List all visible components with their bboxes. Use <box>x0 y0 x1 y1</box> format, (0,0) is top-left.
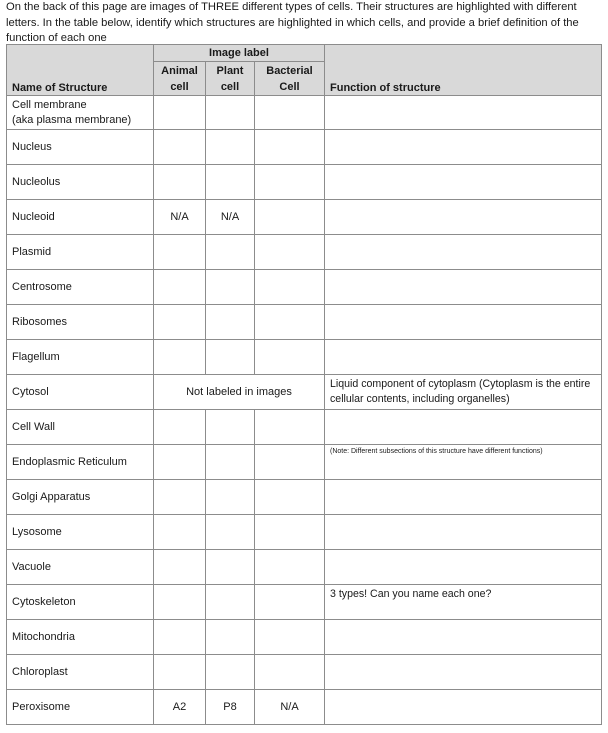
bacterial-cell-answer[interactable] <box>255 235 325 270</box>
structure-name: Cytosol <box>7 375 154 410</box>
function-answer[interactable] <box>325 165 602 200</box>
plant-cell-answer[interactable] <box>206 655 255 690</box>
plant-cell-answer[interactable] <box>206 340 255 375</box>
not-labeled-note: Not labeled in images <box>154 375 325 410</box>
bacterial-cell-answer[interactable] <box>255 305 325 340</box>
animal-cell-answer[interactable] <box>154 585 206 620</box>
animal-cell-answer[interactable] <box>154 235 206 270</box>
bacterial-cell-answer[interactable] <box>255 270 325 305</box>
function-answer[interactable] <box>325 340 602 375</box>
plant-cell-answer[interactable] <box>206 96 255 130</box>
bacterial-cell-answer[interactable] <box>255 550 325 585</box>
bacterial-cell-answer[interactable] <box>255 340 325 375</box>
bacterial-cell-answer[interactable] <box>255 445 325 480</box>
animal-cell-answer[interactable] <box>154 550 206 585</box>
table-row <box>7 235 602 270</box>
function-answer[interactable] <box>325 200 602 235</box>
function-answer[interactable] <box>325 480 602 515</box>
bacterial-cell-answer[interactable] <box>255 515 325 550</box>
bacterial-cell-answer[interactable] <box>255 620 325 655</box>
structure-name: Golgi Apparatus <box>7 480 154 515</box>
plant-cell-answer[interactable] <box>206 165 255 200</box>
function-answer[interactable] <box>325 305 602 340</box>
table-row <box>7 620 602 655</box>
bacterial-cell-answer[interactable] <box>255 200 325 235</box>
structure-name: Flagellum <box>7 340 154 375</box>
structure-name: Cell Wall <box>7 410 154 445</box>
structure-name: Nucleolus <box>7 165 154 200</box>
structure-name: Ribosomes <box>7 305 154 340</box>
function-header: Function of structure <box>325 45 602 96</box>
function-answer[interactable] <box>325 130 602 165</box>
structure-name: Nucleoid <box>7 200 154 235</box>
animal-cell-answer[interactable] <box>154 480 206 515</box>
animal-cell-answer[interactable] <box>154 305 206 340</box>
animal-cell-answer[interactable] <box>154 445 206 480</box>
plant-cell-answer[interactable] <box>206 270 255 305</box>
image-label-header: Image label <box>154 45 325 62</box>
table-row <box>7 585 602 620</box>
name-of-structure-header: Name of Structure <box>7 45 154 96</box>
animal-cell-answer[interactable] <box>154 340 206 375</box>
structure-name: Peroxisome <box>7 690 154 725</box>
table-row <box>7 655 602 690</box>
animal-cell-answer[interactable] <box>154 620 206 655</box>
animal-cell-answer[interactable] <box>154 270 206 305</box>
function-answer[interactable]: 3 types! Can you name each one? <box>325 585 602 620</box>
function-answer[interactable] <box>325 690 602 725</box>
table-row <box>7 305 602 340</box>
animal-cell-answer[interactable]: N/A <box>154 200 206 235</box>
plant-cell-answer[interactable] <box>206 620 255 655</box>
table-row <box>7 550 602 585</box>
structure-name: Nucleus <box>7 130 154 165</box>
plant-cell-answer[interactable] <box>206 410 255 445</box>
structure-name: Cell membrane (aka plasma membrane) <box>7 96 154 130</box>
structure-name: Plasmid <box>7 235 154 270</box>
table-row <box>7 515 602 550</box>
bacterial-cell-answer[interactable] <box>255 585 325 620</box>
plant-cell-header: Plant cell <box>206 62 255 96</box>
plant-cell-answer[interactable]: P8 <box>206 690 255 725</box>
animal-cell-answer[interactable] <box>154 655 206 690</box>
animal-cell-header: Animal cell <box>154 62 206 96</box>
function-answer[interactable] <box>325 235 602 270</box>
table-row <box>7 690 602 725</box>
cell-structures-table <box>6 44 602 725</box>
bacterial-cell-answer[interactable] <box>255 410 325 445</box>
table-row <box>7 410 602 445</box>
plant-cell-answer[interactable]: N/A <box>206 200 255 235</box>
table-row <box>7 200 602 235</box>
plant-cell-answer[interactable] <box>206 585 255 620</box>
bacterial-cell-answer[interactable] <box>255 96 325 130</box>
structure-name: Centrosome <box>7 270 154 305</box>
structure-name: Vacuole <box>7 550 154 585</box>
function-answer[interactable] <box>325 655 602 690</box>
bacterial-cell-answer[interactable] <box>255 655 325 690</box>
bacterial-cell-answer[interactable]: N/A <box>255 690 325 725</box>
bacterial-cell-answer[interactable] <box>255 480 325 515</box>
structure-name: Chloroplast <box>7 655 154 690</box>
structure-name: Endoplasmic Reticulum <box>7 445 154 480</box>
animal-cell-answer[interactable] <box>154 410 206 445</box>
animal-cell-answer[interactable] <box>154 165 206 200</box>
table-row <box>7 96 602 130</box>
table-row <box>7 165 602 200</box>
plant-cell-answer[interactable] <box>206 550 255 585</box>
function-answer[interactable] <box>325 410 602 445</box>
table-row <box>7 445 602 480</box>
plant-cell-answer[interactable] <box>206 515 255 550</box>
table-row <box>7 480 602 515</box>
table-row <box>7 375 602 410</box>
plant-cell-answer[interactable] <box>206 445 255 480</box>
plant-cell-answer[interactable] <box>206 305 255 340</box>
table-row <box>7 270 602 305</box>
function-answer[interactable]: (Note: Different subsections of this structure have different functions) <box>325 445 602 480</box>
plant-cell-answer[interactable] <box>206 235 255 270</box>
animal-cell-answer[interactable] <box>154 96 206 130</box>
instructions-text: On the back of this page are images of THREE different types of cells. Their structures are highlighted with different letters. In the table below, identify which structures are highlighted in which cells, and provide a brief definition of the function of each one <box>6 1 579 44</box>
table-row <box>7 340 602 375</box>
function-answer[interactable] <box>325 270 602 305</box>
plant-cell-answer[interactable] <box>206 130 255 165</box>
function-answer[interactable]: Liquid component of cytoplasm (Cytoplasm is the entire cellular contents, including organelles) <box>325 375 602 410</box>
bacterial-cell-header: Bacterial Cell <box>255 62 325 96</box>
structure-name: Cytoskeleton <box>7 585 154 620</box>
animal-cell-answer[interactable] <box>154 130 206 165</box>
table-row <box>7 130 602 165</box>
animal-cell-answer[interactable]: A2 <box>154 690 206 725</box>
function-answer[interactable] <box>325 515 602 550</box>
structure-name: Lysosome <box>7 515 154 550</box>
structure-name: Mitochondria <box>7 620 154 655</box>
bacterial-cell-answer[interactable] <box>255 130 325 165</box>
function-answer[interactable] <box>325 96 602 130</box>
animal-cell-answer[interactable] <box>154 515 206 550</box>
function-answer[interactable] <box>325 550 602 585</box>
plant-cell-answer[interactable] <box>206 480 255 515</box>
function-answer[interactable] <box>325 620 602 655</box>
bacterial-cell-answer[interactable] <box>255 165 325 200</box>
